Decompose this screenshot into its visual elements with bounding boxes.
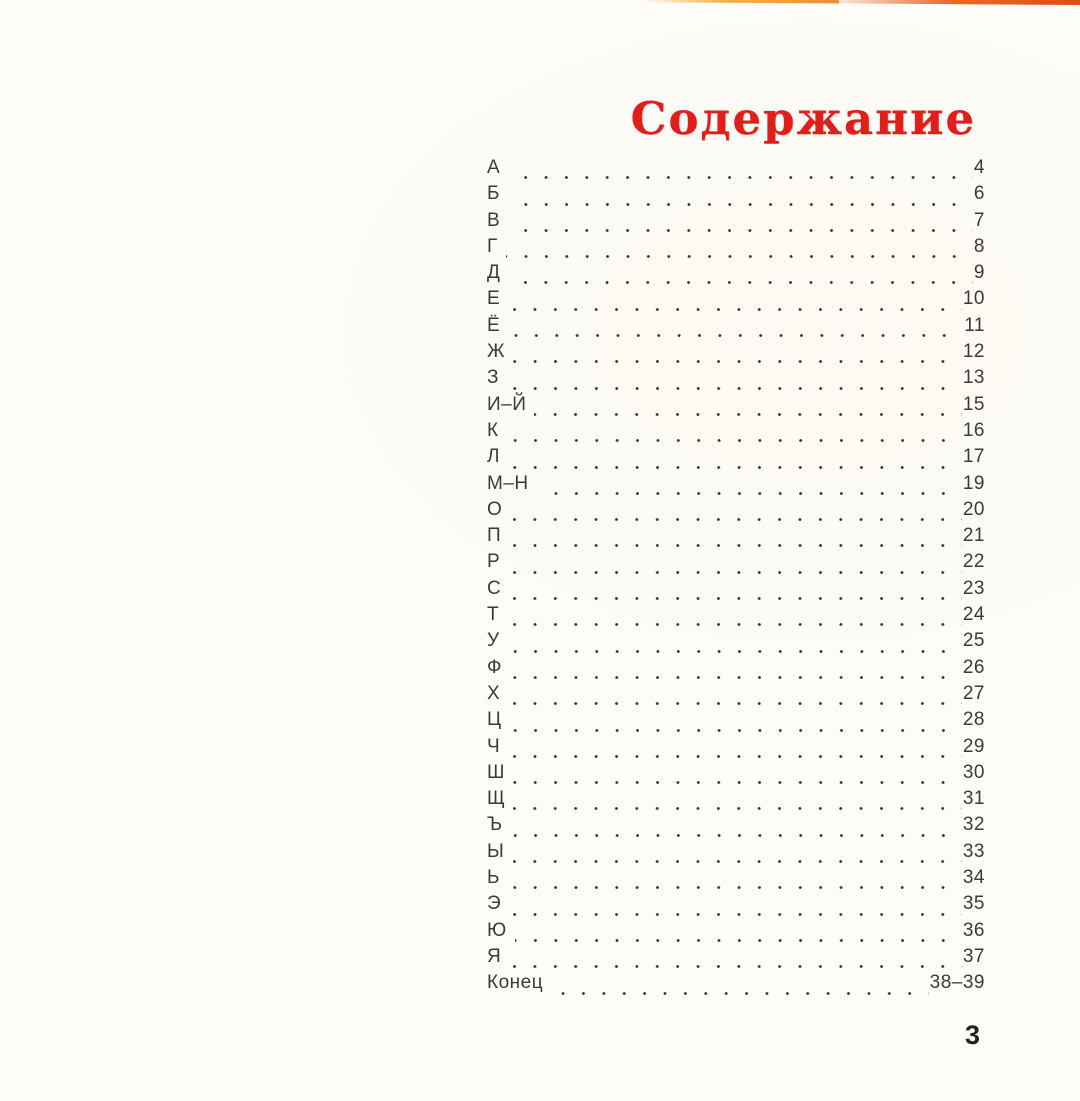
toc-entry-page: 33 [962, 840, 985, 862]
dot-leader [507, 623, 962, 626]
toc-entry-label: Е [487, 288, 501, 310]
toc-row [487, 946, 985, 972]
toc-entry-label: П [487, 525, 502, 547]
toc-entry-page: 13 [962, 367, 985, 389]
toc-entry-label: Б [487, 183, 500, 205]
toc-entry-label: С [487, 577, 502, 599]
toc-entry-label: Э [487, 893, 502, 915]
dot-leader [508, 334, 963, 337]
toc-row [487, 814, 985, 840]
toc-row [487, 341, 985, 367]
toc-row [487, 420, 985, 446]
footer-page-number: 3 [964, 1020, 980, 1050]
toc-entry-page: 16 [962, 419, 985, 441]
dot-leader [508, 176, 973, 179]
toc-entry-label: Ё [487, 314, 501, 336]
toc-row [487, 736, 985, 762]
toc-entry-page: 23 [962, 577, 985, 599]
dot-leader [509, 544, 962, 547]
toc-entry-page: 28 [962, 709, 985, 731]
toc-row [487, 578, 985, 604]
toc-row [487, 288, 985, 314]
toc-entry-label: Ю [487, 919, 507, 941]
toc-entry-page: 8 [973, 235, 985, 257]
toc-row [487, 210, 985, 236]
toc-entry-label: Д [487, 262, 501, 284]
toc-entry-page: 7 [973, 209, 985, 231]
dot-leader [508, 203, 973, 206]
toc-entry-label: О [487, 498, 503, 520]
toc-entry-label: Г [487, 235, 498, 257]
toc-row [487, 920, 985, 946]
dot-leader [512, 860, 962, 863]
toc-entry-label: Ц [487, 709, 502, 731]
toc-entry-page: 21 [962, 525, 985, 547]
dot-leader [508, 755, 962, 758]
toc-row [487, 262, 985, 288]
toc-row [487, 604, 985, 630]
dot-leader [509, 597, 962, 600]
toc-row [487, 446, 985, 472]
toc-row [487, 236, 985, 262]
toc-entry-page: 17 [962, 446, 985, 468]
toc-row [487, 551, 985, 577]
toc-list [487, 157, 985, 999]
dot-leader [513, 781, 962, 784]
dot-leader [509, 913, 962, 916]
toc-entry-label: А [487, 157, 501, 178]
toc-entry-label: И–Й [487, 393, 527, 415]
dot-leader [508, 571, 962, 574]
toc-entry-label: Ь [487, 867, 500, 889]
toc-entry-label: Ш [487, 761, 505, 783]
dot-leader [508, 229, 973, 232]
dot-leader [508, 702, 962, 705]
toc-entry-page: 4 [973, 157, 985, 178]
toc-entry-page: 35 [962, 893, 985, 915]
dot-leader [508, 308, 962, 311]
toc-entry-label: В [487, 209, 501, 231]
toc-entry-page: 38–39 [929, 972, 985, 994]
dot-leader [537, 492, 962, 495]
toc-row [487, 867, 985, 893]
toc-entry-page: 30 [962, 761, 985, 783]
toc-entry-page: 37 [962, 945, 985, 967]
toc-entry-page: 34 [962, 867, 985, 889]
dot-leader [510, 729, 962, 732]
toc-entry-page: 27 [962, 682, 985, 704]
toc-entry-label: Ж [487, 341, 506, 363]
toc-row [487, 315, 985, 341]
toc-entry-page: 6 [973, 183, 985, 205]
toc-entry-page: 25 [962, 630, 985, 652]
dot-leader [507, 439, 962, 442]
toc-entry-page: 31 [962, 788, 985, 810]
toc-row [487, 473, 985, 499]
toc-entry-label: Щ [487, 788, 506, 810]
toc-row [487, 525, 985, 551]
dot-leader [513, 807, 962, 810]
toc-entry-label: Ъ [487, 814, 503, 836]
toc-row [487, 709, 985, 735]
dot-leader [508, 281, 973, 284]
dot-leader [513, 360, 962, 363]
dot-leader [551, 992, 929, 995]
dot-leader [510, 676, 962, 679]
toc-entry-label: Ф [487, 656, 502, 678]
toc-row [487, 841, 985, 867]
toc-row [487, 683, 985, 709]
toc-entry-page: 24 [962, 604, 985, 626]
toc-entry-label: Ы [487, 840, 505, 862]
toc-row [487, 657, 985, 683]
toc-entry-page: 19 [962, 472, 985, 494]
dot-leader [511, 834, 962, 837]
toc-entry-label: Ч [487, 735, 501, 757]
toc-row [487, 762, 985, 788]
toc-entry-label: Х [487, 682, 501, 704]
dot-leader [507, 387, 962, 390]
toc-entry-page: 36 [962, 919, 985, 941]
toc-entry-label: К [487, 419, 499, 441]
toc-entry-page: 22 [962, 551, 985, 573]
toc-entry-page: 12 [962, 341, 985, 363]
dot-leader [534, 413, 961, 416]
dot-leader [508, 650, 962, 653]
toc-entry-label: Я [487, 945, 502, 967]
toc-entry-page: 15 [962, 393, 985, 415]
toc-entry-page: 29 [962, 735, 985, 757]
toc-entry-label: Конец [487, 972, 544, 994]
toc-entry-page: 9 [973, 262, 985, 284]
dot-leader [510, 518, 962, 521]
dot-leader [508, 886, 962, 889]
toc-entry-label: Р [487, 551, 501, 573]
dot-leader [508, 466, 962, 469]
toc-entry-page: 32 [962, 814, 985, 836]
toc-entry-label: Т [487, 604, 500, 626]
toc-row [487, 394, 985, 420]
toc-entry-page: 20 [962, 498, 985, 520]
toc-entry-label: Л [487, 446, 500, 468]
toc-entry-label: У [487, 630, 500, 652]
page-title: Содержание [630, 92, 976, 145]
toc-entry-page: 11 [964, 314, 985, 336]
dot-leader [515, 939, 962, 942]
toc-entry-page: 26 [962, 656, 985, 678]
toc-row [487, 788, 985, 814]
toc-row [487, 367, 985, 393]
dot-leader [506, 255, 973, 258]
toc-entry-label: М–Н [487, 472, 529, 494]
dot-leader [509, 965, 962, 968]
toc-entry-page: 10 [962, 288, 985, 310]
toc-row [487, 499, 985, 525]
toc-row [487, 630, 985, 656]
toc-row [487, 893, 985, 919]
toc-entry-label: З [487, 367, 499, 389]
toc-row [487, 157, 985, 183]
toc-row [487, 972, 985, 998]
toc-row [487, 183, 985, 209]
